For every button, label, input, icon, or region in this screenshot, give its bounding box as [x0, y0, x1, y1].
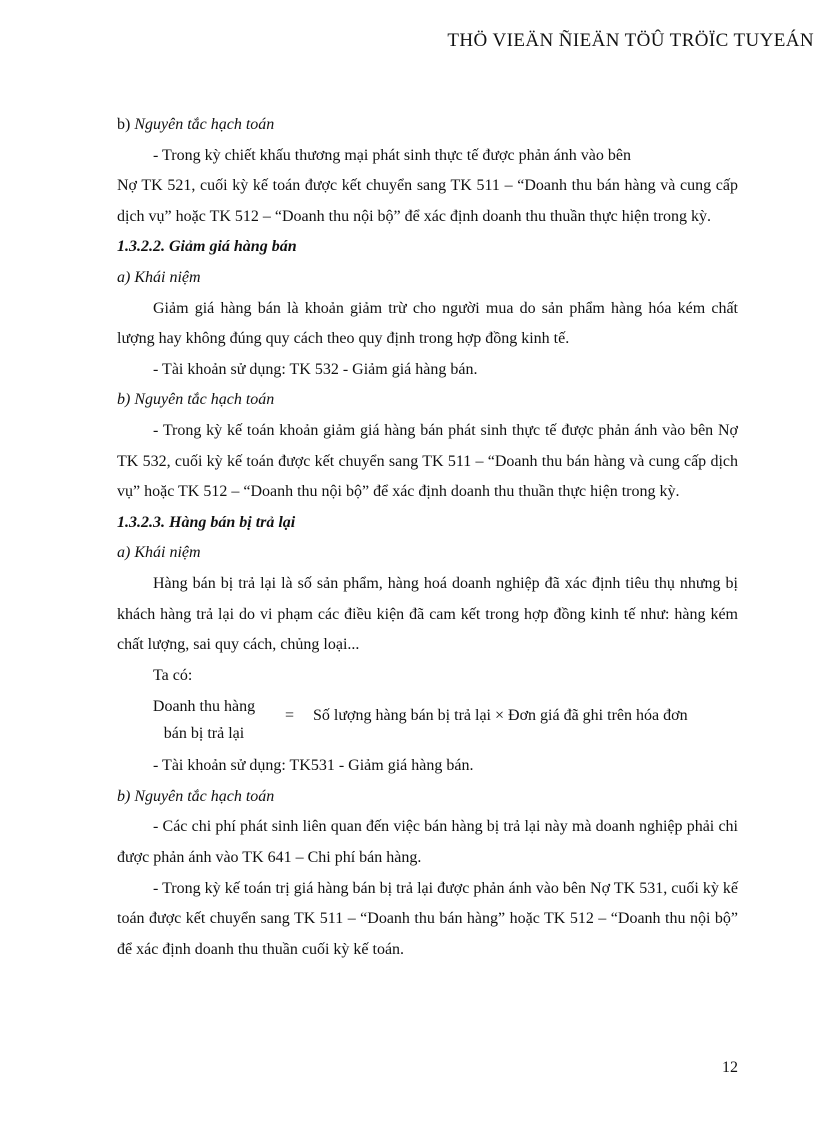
- paragraph: Ta có:: [153, 666, 193, 684]
- formula-left: [139, 693, 269, 747]
- paragraph: Giảm giá hàng bán là khoản giảm trừ cho người mua do sản phẩm hàng hóa kém chất lượng hay không đúng quy cách theo quy định trong hợp đồng kinh tế.: [117, 299, 738, 348]
- heading-title: Nguyên tắc hạch toán: [134, 116, 275, 133]
- paragraph: Nợ TK 521, cuối kỳ kế toán được kết chuyển sang TK 511 – “Doanh thu bán hàng và cung cấp dịch vụ” hoặc TK 512 – “Doanh thu nội bộ” để xác định doanh thu thuần thực hiện trong kỳ.: [117, 177, 738, 225]
- subheading: b) Nguyên tắc hạch toán: [117, 391, 275, 409]
- formula-left-line1: Doanh thu hàng: [152, 698, 256, 716]
- paragraph: Hàng bán bị trả lại là số sản phẩm, hàng hoá doanh nghiệp đã xác định tiêu thụ nhưng bị khách hàng trả lại do vi phạm các điều kiện đã cam kết trong hợp đồng kinh tế như: hàng kém chất lượng, sai quy cách, chủng loại...: [117, 574, 738, 654]
- section-heading: 1.3.2.2. Giảm giá hàng bán: [117, 238, 297, 256]
- paragraph: - Tài khoản sử dụng: TK 532 - Giảm giá hàng bán.: [153, 360, 478, 378]
- formula-equals: =: [285, 707, 295, 725]
- paragraph: - Trong kỳ kế toán khoản giảm giá hàng bán phát sinh thực tế được phản ánh vào bên Nợ TK 532, cuối kỳ kế toán được kết chuyển sang TK 511 – “Doanh thu bán hàng và cung cấp dịch vụ” hoặc TK 512 – “Doanh thu nội bộ” để xác định doanh thu thuần thực hiện trong kỳ.: [117, 421, 738, 501]
- paragraph: - Tài khoản sử dụng: TK531 - Giảm giá hàng bán.: [153, 757, 474, 775]
- paragraph: - Trong kỳ chiết khấu thương mại phát sinh thực tế được phản ánh vào bên: [153, 146, 631, 164]
- formula-left-line2: bán bị trả lại: [163, 725, 245, 743]
- heading-principle-1: [117, 110, 738, 141]
- heading-prefix: b): [117, 116, 135, 133]
- formula-right: Số lượng hàng bán bị trả lại × Đơn giá đã ghi trên hóa đơn: [313, 707, 688, 725]
- heading-text: [117, 116, 274, 133]
- page-header: THÖ VIEÄN ÑIEÄN TÖÛ TRÖÏC TUYEÁN: [447, 30, 814, 51]
- subheading: a) Khái niệm: [117, 268, 201, 286]
- paragraph: - Các chi phí phát sinh liên quan đến việc bán hàng bị trả lại này mà doanh nghiệp phải chi được phản ánh vào TK 641 – Chi phí bán hàng.: [117, 818, 738, 867]
- page-number: 12: [722, 1059, 738, 1076]
- document-body: [117, 110, 738, 965]
- section-heading: 1.3.2.3. Hàng bán bị trả lại: [117, 513, 296, 531]
- subheading: a) Khái niệm: [117, 544, 201, 562]
- formula: [117, 693, 738, 749]
- subheading: b) Nguyên tắc hạch toán: [117, 787, 275, 805]
- paragraph: - Trong kỳ kế toán trị giá hàng bán bị trả lại được phản ánh vào bên Nợ TK 531, cuối kỳ kế toán được kết chuyển sang TK 511 – “Doanh thu bán hàng” hoặc TK 512 – “Doanh thu nội bộ” để xác định doanh thu thuần cuối kỳ kế toán.: [117, 879, 738, 958]
